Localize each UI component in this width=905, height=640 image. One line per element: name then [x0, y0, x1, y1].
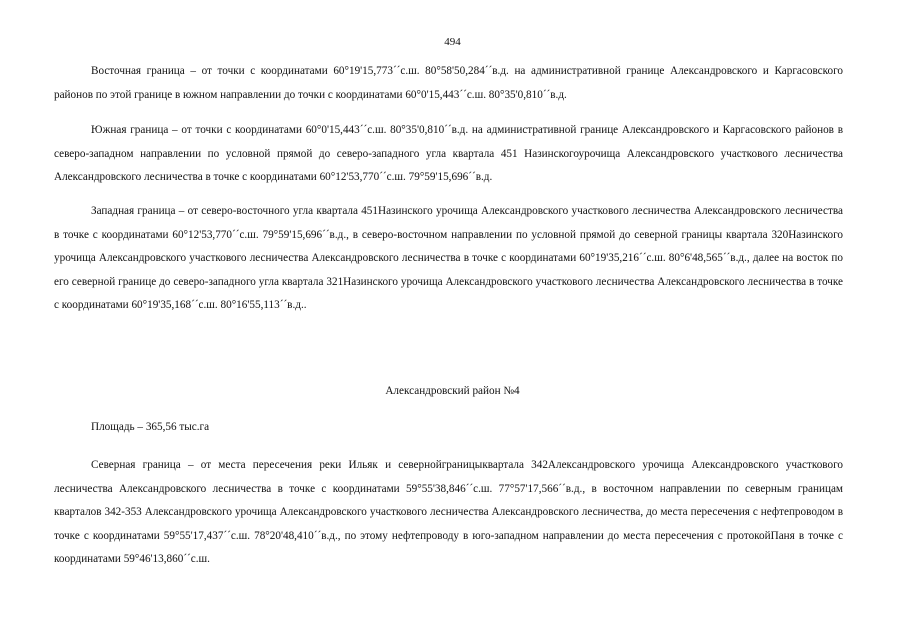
area-statement: Площадь – 365,56 тыс.га — [91, 421, 210, 433]
section-title: Александровский район №4 — [385, 385, 520, 397]
paragraph-west-boundary: Западная граница – от северо-восточного угла квартала 451Назинского урочища Александровского участкового лесничества Александровского лесничества в точке с координатами 60°12'53,770´´с.ш. 79°59'15,696´´в.д., в северо-восточном направлении по условной прямой до северной границы квартала 320Назинского урочища Александровского участкового лесничества Александровского лесничества в точке с координатами 60°19'35,216´´с.ш. 80°6'48,565´´в.д., далее на восток по его северной границе до северо-западного угла квартала 321Назинского урочища Александровского участкового лесничества Александровского лесничества в точке с координатами 60°19'35,168´´с.ш. 80°16'55,113´´в.д.. — [54, 205, 843, 311]
paragraph-south-boundary: Южная граница – от точки с координатами 60°0'15,443´´с.ш. 80°35'0,810´´в.д. на административной границе Александровского и Каргасовского районов в северо-западном направлении по условной прямой до северо-западного угла квартала 451 Назинскогоурочища Александровского участкового лесничества Александровского лесничества в точке с координатами 60°12'53,770´´с.ш. 79°59'15,696´´в.д. — [54, 124, 843, 183]
page-number: 494 — [444, 36, 461, 48]
paragraph-east-boundary: Восточная граница – от точки с координатами 60°19'15,773´´с.ш. 80°58'50,284´´в.д. на административной границе Александровского и Каргасовского районов по этой границе в южном направлении до точки с координатами 60°0'15,443´´с.ш. 80°35'0,810´´в.д. — [54, 65, 843, 101]
paragraph-north-boundary: Северная граница – от места пересечения реки Ильяк и севернойграницыквартала 342Александровского урочища Александровского участкового лесничества Александровского лесничества в точке с координатами 59°55'38,846´´с.ш. 77°57'17,566´´в.д., в восточном направлении по северным границам кварталов 342-353 Александровского урочища Александровского участкового лесничества Александровского лесничества, до места пересечения с нефтепроводом в точке с координатами 59°55'17,437´´с.ш. 78°20'48,410´´в.д., по этому нефтепроводу в юго-западном направлении до места пересечения с протокойПаня в точке с координатами 59°46'13,860´´с.ш. — [54, 459, 843, 565]
